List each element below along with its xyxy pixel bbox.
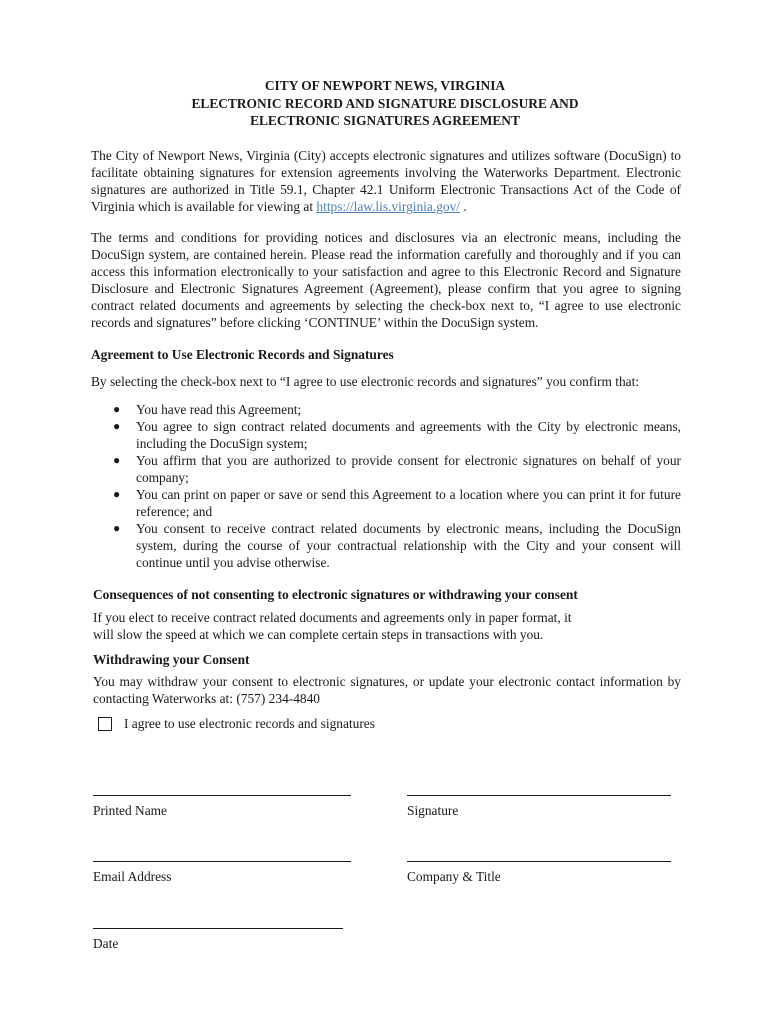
printed-name-line[interactable] (93, 795, 351, 796)
consequences-line-2: will slow the speed at which we can complete certain steps in transactions with you. (93, 627, 544, 642)
consent-checkbox[interactable] (98, 717, 112, 731)
withdraw-paragraph: You may withdraw your consent to electronic signatures, or update your electronic contact information by contacting Waterworks at: (757) 234-4840 (93, 674, 681, 706)
consequences-heading: Consequences of not consenting to electronic signatures or withdrawing your consent (93, 587, 578, 602)
bullet-item: ● You can print on paper or save or send this Agreement to a location where you can print it for future reference; and (113, 487, 681, 519)
consent-checkbox-row[interactable] (98, 715, 375, 732)
printed-name-label: Printed Name (93, 803, 168, 818)
bullet-dot-icon: ● (113, 521, 121, 535)
email-address-line[interactable] (93, 861, 351, 862)
company-title-field[interactable] (407, 861, 671, 885)
title-line-2: ELECTRONIC RECORD AND SIGNATURE DISCLOSURE AND (191, 95, 579, 111)
company-title-line[interactable] (407, 861, 671, 862)
agreement-heading: Agreement to Use Electronic Records and Signatures (91, 347, 394, 362)
terms-paragraph: The terms and conditions for providing notices and disclosures via an electronic means, including the DocuSign system, are contained herein. Please read the information carefully and thoroughly and if you can access this information electronically to your satisfaction and agree to this Electronic Record and Signature Disclosure and Electronic Signatures Agreement (Agreement), please confirm that you agree to signing contract related documents and agreements by selecting the check-box next to, “I agree to use electronic records and signatures” before clicking ‘CONTINUE’ within the DocuSign system. (91, 230, 681, 330)
bullet-dot-icon: ● (113, 487, 121, 501)
signature-field[interactable] (407, 795, 671, 819)
bullet-dot-icon: ● (113, 419, 121, 433)
bullet-dot-icon: ● (113, 453, 121, 467)
email-address-field[interactable] (93, 861, 351, 885)
agreement-bullet-list (110, 401, 681, 571)
document-title (0, 77, 770, 130)
company-title-label: Company & Title (407, 869, 501, 884)
intro-text-end: . (460, 199, 467, 214)
printed-name-field[interactable] (93, 795, 351, 819)
consequences-line-1: If you elect to receive contract related documents and agreements only in paper format, it (93, 610, 572, 625)
title-line-1: CITY OF NEWPORT NEWS, VIRGINIA (264, 78, 506, 93)
bullet-item: ● You have read this Agreement; (113, 402, 302, 417)
signature-line[interactable] (407, 795, 671, 796)
bullet-item: ● You consent to receive contract related documents by electronic means, including the DocuSign system, during the course of your contractual relationship with the City and your consent will continue until you advise otherwise. (113, 521, 681, 570)
bullet-item: ● You agree to sign contract related documents and agreements with the City by electronic means, including the DocuSign system; (113, 419, 681, 451)
date-field[interactable] (93, 928, 343, 952)
intro-text: The City of Newport News, Virginia (City) accepts electronic signatures and utilizes software (DocuSign) to facilitate obtaining signatures for extension agreements involving the Waterworks Department. Electronic signatures are authorized in Title 59.1, Chapter 42.1 Uniform Electronic Transactions Act of the Code of Virginia which is available for viewing at (91, 148, 681, 214)
withdraw-heading: Withdrawing your Consent (93, 652, 250, 667)
date-line[interactable] (93, 928, 343, 929)
consent-checkbox-label: I agree to use electronic records and signatures (124, 716, 375, 731)
email-address-label: Email Address (93, 869, 172, 884)
consequences-paragraph (93, 609, 683, 643)
date-label: Date (93, 936, 119, 951)
signature-label: Signature (407, 803, 459, 818)
intro-paragraph (91, 147, 681, 215)
agreement-lead: By selecting the check-box next to “I agree to use electronic records and signatures” you confirm that: (91, 374, 640, 389)
bullet-item: ● You affirm that you are authorized to provide consent for electronic signatures on behalf of your company; (113, 453, 681, 485)
bullet-dot-icon: ● (113, 402, 121, 416)
virginia-law-link[interactable]: https://law.lis.virginia.gov/ (316, 199, 460, 214)
title-line-3: ELECTRONIC SIGNATURES AGREEMENT (250, 113, 520, 128)
